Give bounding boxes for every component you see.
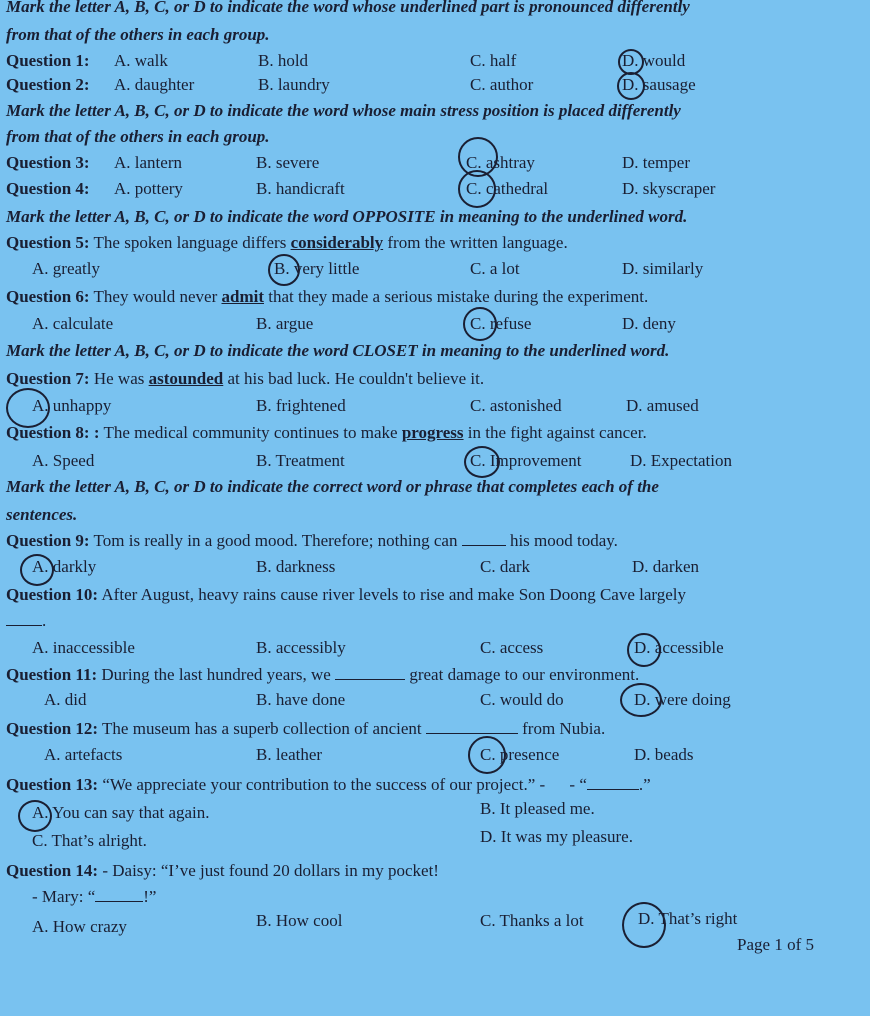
q5-option-d[interactable]: D. similarly — [622, 259, 704, 278]
question-text: After August, heavy rains cause river levels to rise and make Son Doong Cave largely — [101, 585, 687, 604]
q13-option-a[interactable]: A. You can say that again. — [32, 803, 210, 822]
q7-option-a[interactable]: A. unhappy — [32, 396, 112, 415]
q1-option-a[interactable]: A. walk — [114, 51, 168, 70]
q12-option-b[interactable]: B. leather — [256, 745, 323, 764]
q10-option-a[interactable]: A. inaccessible — [32, 638, 135, 657]
question-text: Tom is really in a good mood. Therefore; nothing can — [93, 531, 462, 550]
answer-blank[interactable] — [335, 665, 405, 680]
question-10 — [6, 584, 864, 606]
instruction-complete: Mark the letter A, B, C, or D to indicate the correct word or phrase that completes each of the — [6, 477, 659, 496]
q7-option-b[interactable]: B. frightened — [256, 396, 346, 415]
question-text: - “ — [569, 775, 587, 794]
instruction-closest: Mark the letter A, B, C, or D to indicate the word CLOSET in meaning to the underlined word. — [6, 341, 670, 360]
question-text: “We appreciate your contribution to the success of our project.” - — [102, 775, 546, 794]
q5-option-a[interactable]: A. greatly — [32, 259, 100, 278]
question-9 — [6, 530, 864, 552]
question-label: Question 3: — [6, 153, 90, 172]
page-number: Page 1 of 5 — [737, 935, 814, 954]
instruction-stress: Mark the letter A, B, C, or D to indicate the word whose main stress position is placed differently — [6, 101, 681, 120]
underlined-word: considerably — [290, 233, 384, 252]
q2-option-d[interactable]: D. sausage — [622, 75, 696, 94]
answer-blank[interactable] — [95, 887, 143, 902]
question-text: from Nubia. — [517, 719, 606, 738]
q14-option-c[interactable]: C. Thanks a lot — [480, 911, 584, 930]
instruction-stress-cont: from that of the others in each group. — [6, 127, 270, 146]
q2-option-c[interactable]: C. author — [470, 75, 534, 94]
q14-option-d[interactable]: D. That’s right — [638, 909, 738, 928]
q2-option-a[interactable]: A. daughter — [114, 75, 195, 94]
q8-option-c[interactable]: C. Improvement — [470, 451, 582, 470]
underlined-word: astounded — [148, 369, 224, 388]
question-text: !” — [143, 887, 157, 906]
q9-option-d[interactable]: D. darken — [632, 557, 700, 576]
question-label: Question 13: — [6, 775, 99, 794]
q10-option-b[interactable]: B. accessibly — [256, 638, 346, 657]
q2-option-b[interactable]: B. laundry — [258, 75, 330, 94]
question-text: that they made a serious mistake during the experiment. — [263, 287, 649, 306]
q10-option-c[interactable]: C. access — [480, 638, 544, 657]
question-label: Question 4: — [6, 179, 90, 198]
q1-option-b[interactable]: B. hold — [258, 51, 309, 70]
q11-option-a[interactable]: A. did — [44, 690, 87, 709]
underlined-word: admit — [221, 287, 264, 306]
question-label: Question 10: — [6, 585, 99, 604]
q8-option-d[interactable]: D. Expectation — [630, 451, 732, 470]
question-text: at his bad luck. He couldn't believe it. — [223, 369, 485, 388]
q8-option-a[interactable]: A. Speed — [32, 451, 95, 470]
question-label: Question 11: — [6, 665, 98, 684]
question-7 — [6, 368, 864, 390]
question-text: .” — [638, 775, 651, 794]
q4-option-a[interactable]: A. pottery — [114, 179, 183, 198]
q6-option-b[interactable]: B. argue — [256, 314, 314, 333]
q12-option-d[interactable]: D. beads — [634, 745, 694, 764]
q3-option-d[interactable]: D. temper — [622, 153, 690, 172]
question-label: Question 7: — [6, 369, 90, 388]
question-label: Question 8: : — [6, 423, 100, 442]
question-text: The medical community continues to make — [103, 423, 402, 442]
q3-option-a[interactable]: A. lantern — [114, 153, 182, 172]
question-text: - Mary: “ — [32, 887, 96, 906]
q13-option-d[interactable]: D. It was my pleasure. — [480, 827, 633, 846]
q9-option-b[interactable]: B. darkness — [256, 557, 336, 576]
q6-option-d[interactable]: D. deny — [622, 314, 676, 333]
question-text: great damage to our environment. — [405, 665, 640, 684]
question-text: his mood today. — [505, 531, 618, 550]
answer-blank[interactable] — [462, 531, 506, 546]
q5-option-b[interactable]: B. very little — [274, 259, 360, 278]
q10-option-d[interactable]: D. accessible — [634, 638, 724, 657]
q14-option-a[interactable]: A. How crazy — [32, 917, 127, 936]
answer-blank[interactable] — [587, 775, 639, 790]
q6-option-a[interactable]: A. calculate — [32, 314, 114, 333]
q13-option-b[interactable]: B. It pleased me. — [480, 799, 595, 818]
question-text: from the written language. — [383, 233, 568, 252]
q5-option-c[interactable]: C. a lot — [470, 259, 520, 278]
q7-option-d[interactable]: D. amused — [626, 396, 699, 415]
q7-option-c[interactable]: C. astonished — [470, 396, 562, 415]
question-5 — [6, 232, 864, 254]
q3-option-c[interactable]: C. ashtray — [466, 153, 535, 172]
question-text: - Daisy: “I’ve just found 20 dollars in my pocket! — [102, 861, 439, 880]
question-text: The museum has a superb collection of ancient — [102, 719, 426, 738]
q9-option-a[interactable]: A. darkly — [32, 557, 97, 576]
q14-mary-line — [32, 886, 864, 908]
q12-option-a[interactable]: A. artefacts — [44, 745, 123, 764]
instruction-opposite: Mark the letter A, B, C, or D to indicate the word OPPOSITE in meaning to the underlined word. — [6, 207, 688, 226]
question-text: The spoken language differs — [93, 233, 291, 252]
q4-option-b[interactable]: B. handicraft — [256, 179, 345, 198]
q10-blank-line: . — [6, 610, 864, 632]
q13-option-c[interactable]: C. That’s alright. — [32, 831, 147, 850]
q1-option-d[interactable]: D. would — [622, 51, 686, 70]
q4-option-c[interactable]: C. cathedral — [466, 179, 549, 198]
question-label: Question 9: — [6, 531, 90, 550]
question-14 — [6, 860, 864, 882]
question-text: They would never — [93, 287, 222, 306]
question-8 — [6, 422, 864, 444]
q3-option-b[interactable]: B. severe — [256, 153, 320, 172]
q11-option-d[interactable]: D. were doing — [634, 690, 731, 709]
instruction-complete-cont: sentences. — [6, 505, 78, 524]
q6-option-c[interactable]: C. refuse — [470, 314, 532, 333]
question-text: in the fight against cancer. — [463, 423, 647, 442]
answer-blank[interactable] — [6, 611, 42, 626]
question-label: Question 1: — [6, 51, 90, 70]
q4-option-d[interactable]: D. skyscraper — [622, 179, 716, 198]
q11-option-b[interactable]: B. have done — [256, 690, 346, 709]
q11-option-c[interactable]: C. would do — [480, 690, 564, 709]
question-11 — [6, 664, 864, 686]
question-text: He was — [93, 369, 149, 388]
question-label: Question 14: — [6, 861, 99, 880]
question-13 — [6, 774, 864, 796]
q1-option-c[interactable]: C. half — [470, 51, 517, 70]
question-12 — [6, 718, 864, 740]
answer-blank[interactable] — [426, 719, 518, 734]
instruction-pronunciation: Mark the letter A, B, C, or D to indicate the word whose underlined part is pronounced differently — [6, 0, 690, 16]
question-label: Question 6: — [6, 287, 90, 306]
question-label: Question 12: — [6, 719, 99, 738]
instruction-pronunciation-cont: from that of the others in each group. — [6, 25, 270, 44]
question-text: During the last hundred years, we — [101, 665, 336, 684]
question-label: Question 2: — [6, 75, 90, 94]
question-label: Question 5: — [6, 233, 90, 252]
q14-option-b[interactable]: B. How cool — [256, 911, 343, 930]
question-6 — [6, 286, 864, 308]
q12-option-c[interactable]: C. presence — [480, 745, 560, 764]
underlined-word: progress — [401, 423, 464, 442]
q9-option-c[interactable]: C. dark — [480, 557, 531, 576]
q8-option-b[interactable]: B. Treatment — [256, 451, 345, 470]
